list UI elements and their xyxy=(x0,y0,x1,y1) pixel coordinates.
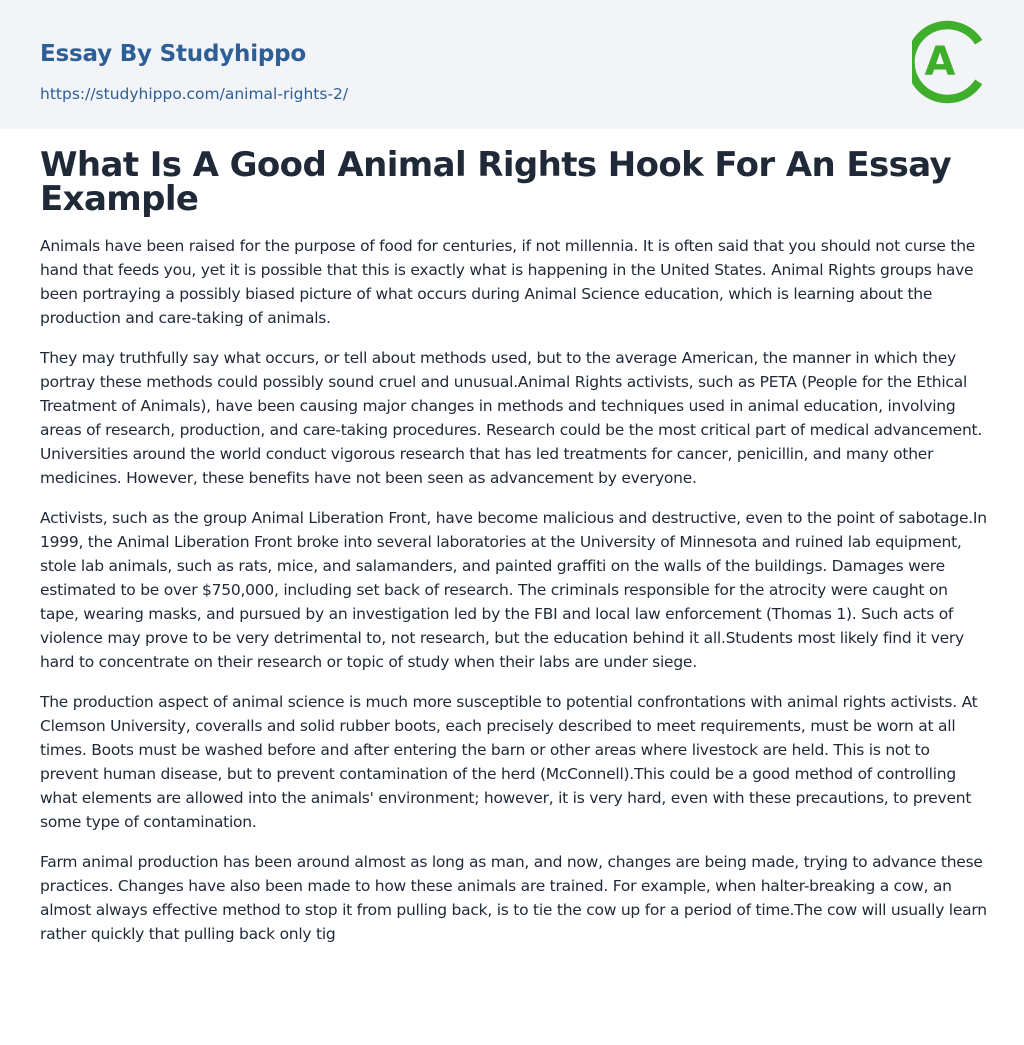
article-paragraph: Farm animal production has been around almost as long as man, and now, changes are being made, trying to advance these practices. Changes have also been made to how these animals are trained. For example, when halter-breaking a cow, an almost always effective method to stop it from pulling back, is to tie the cow up for a period of time.The cow will usually learn rather quickly that pulling back only tig xyxy=(40,853,987,943)
page-url-link[interactable]: https://studyhippo.com/animal-rights-2/ xyxy=(40,85,349,103)
logo-letter: A xyxy=(924,39,956,85)
article-paragraph: Animals have been raised for the purpose of food for centuries, if not millennia. It is often said that you should not curse the hand that feeds you, yet it is possible that this is exactly what is happening in the United States. Animal Rights groups have been portraying a possibly biased picture of what occurs during Animal Science education, which is learning about the production and care-taking of animals. xyxy=(40,237,976,327)
article-paragraph: The production aspect of animal science is much more susceptible to potential confrontations with animal rights activists. At Clemson University, coveralls and solid rubber boots, each precisely described to meet requirements, must be worn at all times. Boots must be washed before and after entering the barn or other areas where livestock are held. This is not to prevent human disease, but to prevent contamination of the herd (McConnell).This could be a good method of controlling what elements are allowed into the animals' environment; however, it is very hard, even with these precautions, to prevent some type of contamination. xyxy=(40,693,978,831)
logo-icon[interactable] xyxy=(912,19,986,105)
site-header xyxy=(0,0,1024,129)
page-title: What Is A Good Animal Rights Hook For An Essay Example xyxy=(40,145,952,219)
site-brand[interactable]: Essay By Studyhippo xyxy=(40,41,307,67)
article-paragraph: They may truthfully say what occurs, or tell about methods used, but to the average American, the manner in which they portray these methods could possibly sound cruel and unusual.Animal Rights activists, such as PETA (People for the Ethical Treatment of Animals), have been causing major changes in methods and techniques used in animal education, involving areas of research, production, and care-taking procedures. Research could be the most critical part of medical advancement. Universities around the world conduct vigorous research that has led treatments for cancer, penicillin, and many other medicines. However, these benefits have not been seen as advancement by everyone. xyxy=(40,349,983,487)
article-paragraph: Activists, such as the group Animal Liberation Front, have become malicious and destructive, even to the point of sabotage.In 1999, the Animal Liberation Front broke into several laboratories at the University of Minnesota and ruined lab equipment, stole lab animals, such as rats, mice, and salamanders, and painted graffiti on the walls of the buildings. Damages were estimated to be over $750,000, including set back of research. The criminals responsible for the atrocity were caught on tape, wearing masks, and pursued by an investigation led by the FBI and local law enforcement (Thomas 1). Such acts of violence may prove to be very detrimental to, not research, but the education behind it all.Students most likely find it very hard to concentrate on their research or topic of study when their labs are under siege. xyxy=(40,509,987,671)
article-body xyxy=(40,145,990,962)
